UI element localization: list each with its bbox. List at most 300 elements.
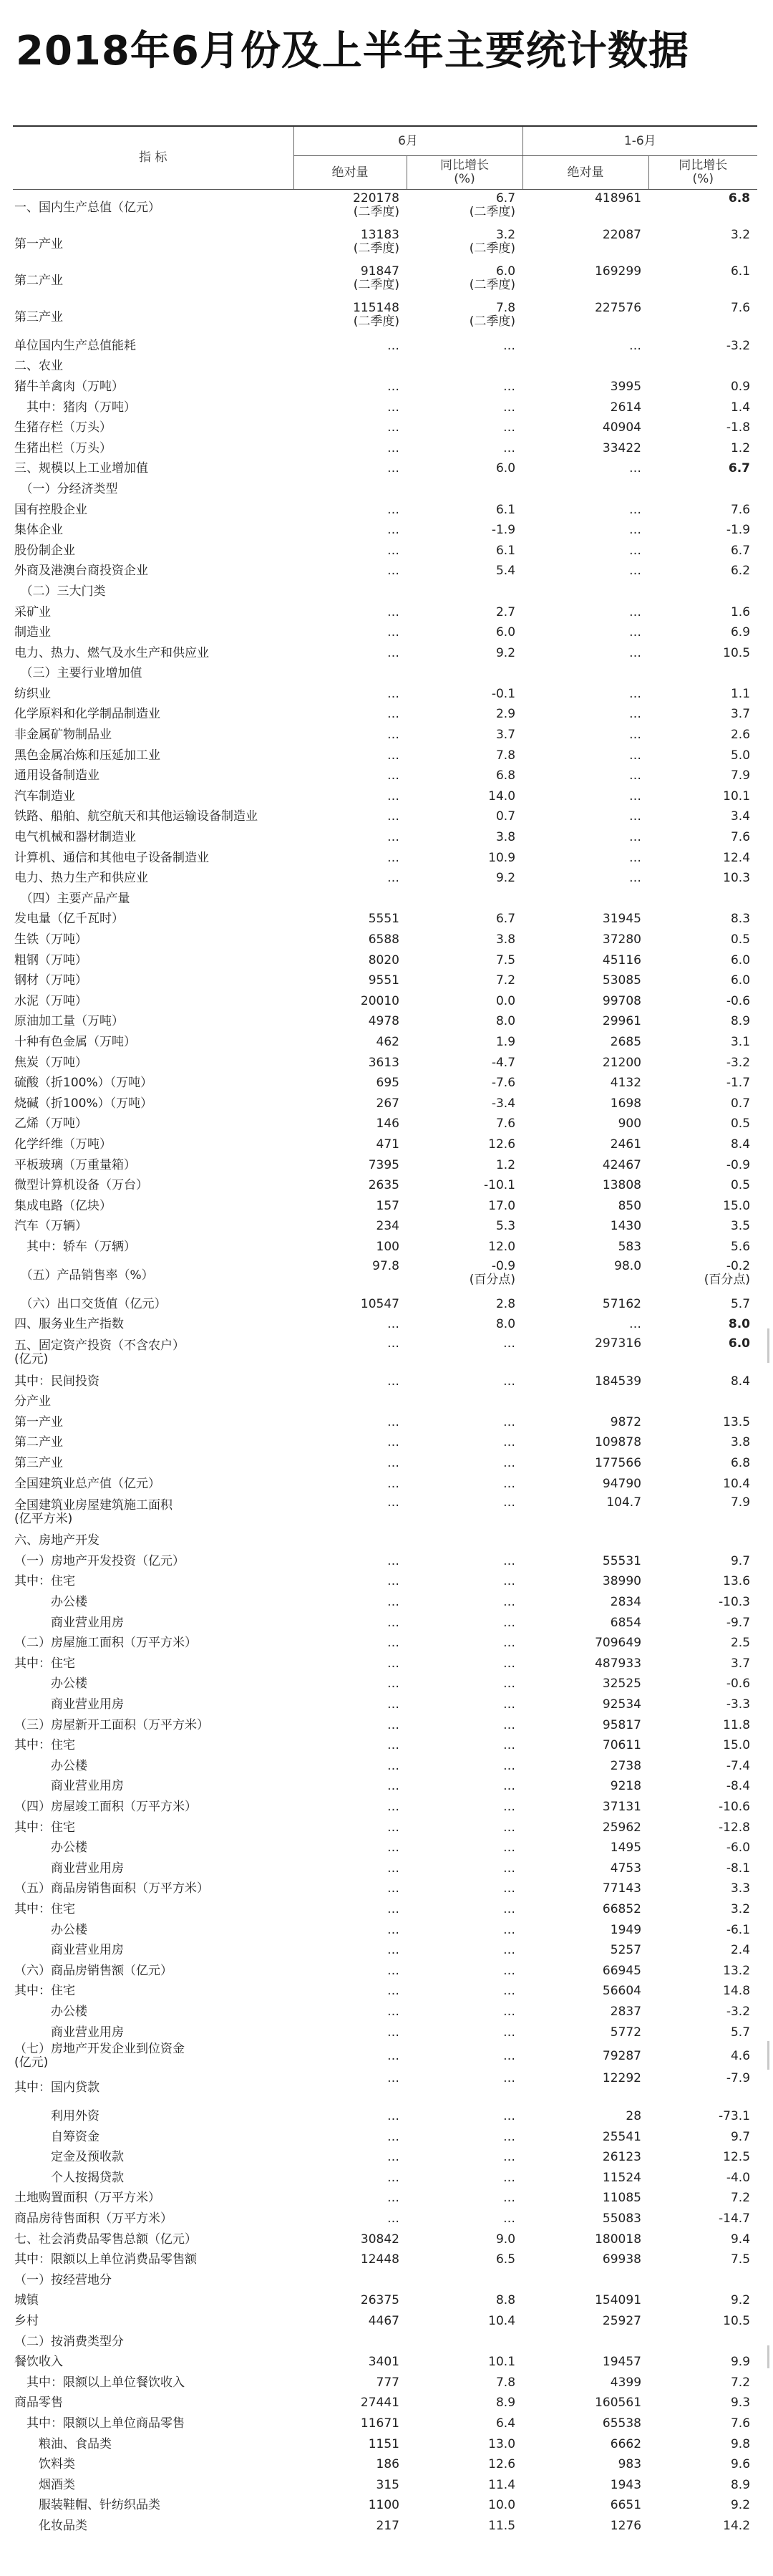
h1-yoy-cell: 3.1 <box>730 1034 751 1049</box>
h1-abs-cell: 70611 <box>602 1738 642 1753</box>
june-yoy-cell: 6.0 <box>495 625 516 640</box>
row-label: 电力、热力、燃气及水生产和供应业 <box>14 645 209 660</box>
june-yoy-cell: 8.0 <box>495 1317 516 1332</box>
june-yoy-cell: … <box>503 1553 516 1568</box>
row-label: （六）商品房销售额（亿元） <box>14 1963 172 1978</box>
june-yoy-cell: 2.9 <box>495 707 516 722</box>
june-yoy-cell <box>407 582 522 602</box>
header-abs-june: 绝对量 <box>293 156 407 190</box>
june-abs-cell: 27441 <box>360 2396 399 2411</box>
june-abs-cell <box>293 357 407 377</box>
table-row <box>13 2434 757 2455</box>
table-row <box>13 705 757 725</box>
header-h1: 1-6月 <box>522 126 757 156</box>
row-label: 生猪出栏（万头） <box>14 440 112 455</box>
row-label: （七）房地产开发企业到位资金 (亿元) <box>14 2042 185 2070</box>
row-label: 硫酸（折100%）（万吨） <box>14 1076 153 1091</box>
h1-abs-cell: 5772 <box>610 2025 642 2040</box>
june-yoy-cell: … <box>503 1336 516 1351</box>
june-abs-cell: 11671 <box>360 2416 399 2431</box>
table-row <box>13 1961 757 1982</box>
h1-yoy-cell: 6.0 <box>728 1336 751 1351</box>
table-row <box>13 602 757 623</box>
h1-yoy-cell: 1.4 <box>730 400 751 415</box>
h1-abs-cell: 177566 <box>595 1456 642 1471</box>
h1-abs-cell: 709649 <box>595 1636 642 1651</box>
table-row <box>13 950 757 971</box>
h1-abs-cell <box>522 1530 648 1551</box>
h1-yoy-cell: -3.3 <box>726 1697 751 1712</box>
june-yoy-cell <box>407 889 522 910</box>
june-abs-cell: … <box>387 502 399 517</box>
row-label: （二）按消费类型分 <box>14 2334 124 2349</box>
h1-yoy-cell: 8.4 <box>730 1374 751 1389</box>
june-abs-cell: … <box>387 1456 399 1471</box>
h1-yoy-cell: 10.4 <box>723 1476 751 1491</box>
h1-yoy-cell: 5.0 <box>730 748 751 763</box>
h1-abs-cell: … <box>629 523 642 538</box>
h1-yoy-cell: -3.2 <box>726 338 751 353</box>
june-abs-cell: … <box>387 543 399 558</box>
june-abs-cell: … <box>387 1984 399 1999</box>
june-abs-cell: … <box>387 809 399 824</box>
june-yoy-cell: 8.9 <box>495 2396 516 2411</box>
table-row <box>13 1818 757 1838</box>
table-row <box>13 1797 757 1818</box>
june-yoy-cell: … <box>503 420 516 435</box>
june-abs-cell: 6588 <box>368 932 399 947</box>
row-label: 集成电路（亿块） <box>14 1198 112 1213</box>
june-yoy-cell: … <box>503 1943 516 1958</box>
table-row <box>13 263 757 299</box>
june-yoy-cell <box>407 664 522 685</box>
table-row <box>13 1654 757 1674</box>
row-label: （五）商品房销售面积（万平方米） <box>14 1881 209 1896</box>
h1-yoy-cell: 0.5 <box>730 1178 751 1193</box>
june-abs-cell: … <box>387 2025 399 2040</box>
h1-abs-cell: 1698 <box>610 1096 642 1111</box>
header-june: 6月 <box>293 126 522 156</box>
h1-abs-cell: 79287 <box>602 2048 642 2063</box>
table-row <box>13 226 757 263</box>
table-row <box>13 1940 757 1961</box>
h1-abs-cell: … <box>629 1317 642 1332</box>
h1-yoy-cell <box>648 2270 757 2291</box>
row-label: 采矿业 <box>14 604 51 619</box>
h1-abs-cell: 2461 <box>610 1137 642 1152</box>
table-row <box>13 1155 757 1176</box>
h1-abs-cell: 184539 <box>595 1374 642 1389</box>
row-label: （四）主要产品产量 <box>14 891 130 906</box>
h1-yoy-cell: 9.2 <box>730 2293 751 2308</box>
row-label: 电气机械和器材制造业 <box>14 830 136 845</box>
row-label: 其中：限额以上单位餐饮收入 <box>14 2375 185 2390</box>
h1-abs-cell: … <box>629 543 642 558</box>
h1-abs-cell: 11524 <box>602 2170 642 2185</box>
june-abs-cell: … <box>387 788 399 804</box>
h1-yoy-cell: 7.5 <box>730 2252 751 2267</box>
june-abs-cell: … <box>387 1943 399 1958</box>
h1-yoy-cell: 7.6 <box>730 830 751 845</box>
table-row <box>13 643 757 664</box>
table-row <box>13 664 757 685</box>
table-row <box>13 1453 757 1474</box>
table-row <box>13 1217 757 1238</box>
june-abs-cell <box>293 479 407 500</box>
june-abs-cell: … <box>387 1881 399 1896</box>
h1-abs-cell: 21200 <box>602 1055 642 1070</box>
table-row <box>13 479 757 500</box>
row-label: 四、服务业生产指数 <box>14 1317 124 1332</box>
row-label: （一）分经济类型 <box>14 481 118 496</box>
table-row <box>13 848 757 869</box>
h1-yoy-cell: 3.2 <box>730 1901 751 1916</box>
june-yoy-cell: … <box>503 2150 516 2165</box>
h1-abs-cell: 42467 <box>602 1157 642 1172</box>
h1-abs-cell: 55531 <box>602 1553 642 1568</box>
june-yoy-cell: 7.6 <box>495 1116 516 1132</box>
h1-abs-cell: 297316 <box>595 1336 642 1351</box>
h1-abs-cell: 583 <box>618 1239 642 1254</box>
h1-yoy-cell: 7.2 <box>730 2375 751 2390</box>
june-abs-cell: 3401 <box>368 2355 399 2370</box>
june-abs-cell: … <box>387 830 399 845</box>
header-yoy-june-l2: (%) <box>454 172 475 186</box>
june-yoy-cell <box>407 1392 522 1413</box>
june-yoy-cell: … <box>503 1435 516 1450</box>
table-row <box>13 2373 757 2393</box>
june-abs-cell: 234 <box>376 1219 399 1234</box>
h1-yoy-cell: 14.8 <box>723 1984 751 1999</box>
june-yoy-cell: 5.4 <box>495 564 516 579</box>
row-label: 全国建筑业房屋建筑施工面积 (亿平方米) <box>14 1497 172 1526</box>
h1-abs-cell: 180018 <box>595 2232 642 2247</box>
h1-yoy-cell: 9.2 <box>730 2498 751 2513</box>
june-abs-cell: 97.8 <box>372 1258 399 1273</box>
row-label: 发电量（亿千瓦时） <box>14 912 124 927</box>
june-yoy-cell: 6.7 <box>495 912 516 927</box>
h1-abs-cell: 55083 <box>602 2211 642 2227</box>
h1-abs-cell: … <box>629 502 642 517</box>
h1-yoy-cell: -9.7 <box>726 1615 751 1630</box>
h1-abs-cell: 32525 <box>602 1677 642 1692</box>
june-yoy-cell: 3.7 <box>495 728 516 743</box>
h1-abs-cell: 38990 <box>602 1574 642 1589</box>
h1-yoy-cell: 9.4 <box>730 2232 751 2247</box>
h1-yoy-cell: 2.6 <box>730 728 751 743</box>
h1-abs-cell: 2834 <box>610 1595 642 1610</box>
h1-abs-cell: 13808 <box>602 1178 642 1193</box>
h1-abs-cell: 4753 <box>610 1861 642 1876</box>
june-yoy-cell: … <box>503 1799 516 1814</box>
table-row <box>13 1572 757 1593</box>
h1-yoy-cell: 10.1 <box>723 788 751 804</box>
row-label: 外商及港澳台商投资企业 <box>14 564 148 579</box>
row-label: 第一产业 <box>14 237 63 251</box>
header-yoy-h1 <box>648 156 757 190</box>
h1-abs-cell: 26123 <box>602 2150 642 2165</box>
h1-yoy-cell: 6.8 <box>730 1456 751 1471</box>
table-row <box>13 2168 757 2189</box>
row-label: 乡村 <box>14 2314 39 2329</box>
h1-abs-cell: … <box>629 338 642 353</box>
table-row <box>13 438 757 459</box>
table-row <box>13 418 757 438</box>
h1-yoy-cell: 5.7 <box>730 2025 751 2040</box>
h1-abs-cell: … <box>629 728 642 743</box>
june-abs-cell: … <box>387 1553 399 1568</box>
row-label: 其中：猪肉（万吨） <box>14 400 136 415</box>
row-label: 商业营业用房 <box>14 1697 124 1712</box>
row-label: 其中：住宅 <box>14 1820 75 1835</box>
table-row <box>13 746 757 766</box>
june-abs-cell: … <box>387 1799 399 1814</box>
june-yoy-cell: … <box>503 2191 516 2206</box>
h1-yoy-cell: 1.1 <box>730 686 751 701</box>
h1-yoy-cell: 0.5 <box>730 932 751 947</box>
h1-yoy-cell: 6.1 <box>730 264 751 279</box>
table-row <box>13 1335 757 1371</box>
h1-abs-cell: … <box>629 768 642 783</box>
june-yoy-cell: -0.1 <box>491 686 516 701</box>
table-row <box>13 910 757 930</box>
june-yoy-cell: 3.8 <box>495 932 516 947</box>
june-abs-cell <box>293 1530 407 1551</box>
header-yoy-june <box>407 156 522 190</box>
june-abs-cell: … <box>387 748 399 763</box>
h1-yoy-cell: -12.8 <box>719 1820 751 1835</box>
row-label: 办公楼 <box>14 1677 87 1692</box>
june-abs-cell: … <box>387 2211 399 2227</box>
h1-abs-cell: 1943 <box>610 2477 642 2492</box>
row-label: 平板玻璃（万重量箱） <box>14 1157 136 1172</box>
h1-abs-cell: 6662 <box>610 2436 642 2451</box>
table-row <box>13 868 757 889</box>
june-abs-cell: 7395 <box>368 1157 399 1172</box>
june-abs-cell: 20010 <box>360 993 399 1008</box>
table-row <box>13 889 757 910</box>
table-row <box>13 1032 757 1053</box>
h1-abs-cell: 4399 <box>610 2375 642 2390</box>
june-yoy-cell: 10.1 <box>488 2355 516 2370</box>
h1-abs-cell: 1495 <box>610 1841 642 1856</box>
table-row <box>13 1530 757 1551</box>
h1-abs-cell: … <box>629 830 642 845</box>
h1-yoy-cell: 3.4 <box>730 809 751 824</box>
h1-abs-cell: 2837 <box>610 2004 642 2019</box>
h1-yoy-cell: 4.6 <box>730 2048 751 2063</box>
row-label: 土地购置面积（万平方米） <box>14 2191 160 2206</box>
june-abs-cell: … <box>387 1636 399 1651</box>
h1-abs-cell: … <box>629 850 642 865</box>
h1-yoy-cell <box>648 479 757 500</box>
june-yoy-cell: 12.6 <box>488 2457 516 2472</box>
h1-yoy-cell: 5.6 <box>730 1239 751 1254</box>
june-yoy-cell: 6.4 <box>495 2416 516 2431</box>
june-yoy-cell: … <box>503 2071 516 2086</box>
row-label: 商业营业用房 <box>14 1943 124 1958</box>
h1-abs-cell: 4132 <box>610 1076 642 1091</box>
h1-yoy-cell: 5.7 <box>730 1296 751 1311</box>
h1-abs-cell: … <box>629 707 642 722</box>
table-row <box>13 2332 757 2353</box>
h1-abs-cell: 983 <box>618 2457 642 2472</box>
table-row <box>13 930 757 950</box>
row-label: 七、社会消费品零售总额（亿元） <box>14 2232 197 2247</box>
h1-abs-cell: 65538 <box>602 2416 642 2431</box>
h1-abs-cell: 2738 <box>610 1758 642 1773</box>
table-row <box>13 1494 757 1530</box>
june-yoy-cell: … <box>503 1574 516 1589</box>
h1-abs-cell: 6651 <box>610 2498 642 2513</box>
row-label: 第二产业 <box>14 1435 63 1450</box>
table-row <box>13 1094 757 1114</box>
table-row <box>13 520 757 541</box>
h1-abs-cell: 56604 <box>602 1984 642 1999</box>
h1-abs-cell <box>522 889 648 910</box>
june-abs-cell <box>293 2270 407 2291</box>
june-yoy-cell: … <box>503 1758 516 1773</box>
h1-yoy-cell: 9.7 <box>730 1553 751 1568</box>
june-yoy-cell: 2.7 <box>495 604 516 619</box>
june-yoy-cell: 6.1 <box>495 502 516 517</box>
h1-abs-cell: 22087 <box>602 228 642 242</box>
h1-abs-cell: 92534 <box>602 1697 642 1712</box>
h1-yoy-cell: -0.2 (百分点) <box>704 1258 751 1287</box>
june-yoy-cell: 6.1 <box>495 543 516 558</box>
h1-yoy-cell: 6.7 <box>730 543 751 558</box>
h1-yoy-cell: 6.8 <box>728 191 751 206</box>
row-label: （三）房屋新开工面积（万平方米） <box>14 1717 209 1732</box>
june-abs-cell: … <box>387 1615 399 1630</box>
june-yoy-cell: … <box>503 1374 516 1389</box>
h1-yoy-cell: -0.9 <box>726 1157 751 1172</box>
h1-abs-cell: 1430 <box>610 1219 642 1234</box>
june-yoy-cell: … <box>503 1779 516 1794</box>
table-row <box>13 1613 757 1634</box>
table-row <box>13 1633 757 1654</box>
june-abs-cell: 267 <box>376 1096 399 1111</box>
h1-yoy-cell: 9.7 <box>730 2129 751 2144</box>
june-abs-cell: … <box>387 1476 399 1491</box>
june-abs-cell <box>293 889 407 910</box>
h1-yoy-cell: 7.6 <box>730 2416 751 2431</box>
table-row <box>13 1114 757 1135</box>
row-label: 十种有色金属（万吨） <box>14 1034 136 1049</box>
june-abs-cell: … <box>387 1861 399 1876</box>
h1-abs-cell: 95817 <box>602 1717 642 1732</box>
h1-yoy-cell: -8.4 <box>726 1779 751 1794</box>
june-yoy-cell: -4.7 <box>491 1055 516 1070</box>
row-label: （一）按经营地分 <box>14 2272 112 2287</box>
june-yoy-cell: … <box>503 1820 516 1835</box>
table-row <box>13 190 757 227</box>
table-row <box>13 622 757 643</box>
row-label: 其中：住宅 <box>14 1574 75 1589</box>
june-abs-cell: 462 <box>376 1034 399 1049</box>
june-abs-cell: … <box>387 2109 399 2124</box>
june-abs-cell: 30842 <box>360 2232 399 2247</box>
h1-yoy-cell: 7.2 <box>730 2191 751 2206</box>
june-yoy-cell: 14.0 <box>488 788 516 804</box>
table-row <box>13 1053 757 1074</box>
june-yoy-cell: -10.1 <box>484 1178 516 1193</box>
page-title: 2018年6月份及上半年主要统计数据 <box>16 28 689 74</box>
june-abs-cell: … <box>387 645 399 660</box>
table-row <box>13 1392 757 1413</box>
h1-abs-cell: 109878 <box>595 1435 642 1450</box>
row-label: 服装鞋帽、针纺织品类 <box>14 2498 160 2513</box>
june-abs-cell: 315 <box>376 2477 399 2492</box>
row-label: 其中：住宅 <box>14 1901 75 1916</box>
row-label: 其中：住宅 <box>14 1738 75 1753</box>
table-row <box>13 1314 757 1335</box>
june-abs-cell: … <box>387 1495 399 1510</box>
june-abs-cell: … <box>387 850 399 865</box>
table-row <box>13 1674 757 1695</box>
june-yoy-cell: … <box>503 1881 516 1896</box>
h1-abs-cell: 6854 <box>610 1615 642 1630</box>
h1-abs-cell: … <box>629 788 642 804</box>
h1-yoy-cell: 6.2 <box>730 564 751 579</box>
h1-yoy-cell: 6.9 <box>730 625 751 640</box>
june-yoy-cell <box>407 2270 522 2291</box>
h1-yoy-cell: -7.4 <box>726 1758 751 1773</box>
june-abs-cell: … <box>387 1841 399 1856</box>
june-abs-cell: 217 <box>376 2518 399 2533</box>
header-yoy-h1-l2: (%) <box>692 172 714 186</box>
june-abs-cell: … <box>387 1374 399 1389</box>
h1-yoy-cell: 10.5 <box>723 2314 751 2329</box>
h1-yoy-cell <box>648 1392 757 1413</box>
june-yoy-cell: 12.6 <box>488 1137 516 1152</box>
june-yoy-cell: … <box>503 1738 516 1753</box>
table-row <box>13 1175 757 1196</box>
june-abs-cell: … <box>387 1317 399 1332</box>
right-margin-mark <box>767 2041 769 2070</box>
june-yoy-cell: -0.9 (百分点) <box>469 1258 516 1287</box>
june-abs-cell: … <box>387 461 399 476</box>
june-yoy-cell: 7.2 <box>495 973 516 988</box>
june-yoy-cell: 8.0 <box>495 1014 516 1029</box>
june-abs-cell: 777 <box>376 2375 399 2390</box>
h1-yoy-cell: -6.1 <box>726 1922 751 1937</box>
row-label: 制造业 <box>14 625 51 640</box>
table-row <box>13 2209 757 2229</box>
june-yoy-cell: … <box>503 1656 516 1671</box>
h1-yoy-cell: 11.8 <box>723 1717 751 1732</box>
table-body <box>13 190 757 2537</box>
table-row <box>13 1371 757 1392</box>
row-label: 国有控股企业 <box>14 502 87 517</box>
row-label: 商品零售 <box>14 2396 63 2411</box>
row-label: 钢材（万吨） <box>14 973 87 988</box>
row-label: 水泥（万吨） <box>14 993 87 1008</box>
june-abs-cell: 146 <box>376 1116 399 1132</box>
h1-yoy-cell: 3.8 <box>730 1435 751 1450</box>
june-yoy-cell: … <box>503 2048 516 2063</box>
row-label: 非金属矿物制品业 <box>14 728 112 743</box>
june-yoy-cell: 9.0 <box>495 2232 516 2247</box>
june-abs-cell: … <box>387 338 399 353</box>
h1-yoy-cell: 7.6 <box>730 301 751 315</box>
row-label: 烟酒类 <box>14 2477 75 2492</box>
h1-yoy-cell: 12.4 <box>723 850 751 865</box>
h1-yoy-cell: 0.7 <box>730 1096 751 1111</box>
june-abs-cell: … <box>387 400 399 415</box>
row-label: （三）主要行业增加值 <box>14 666 142 681</box>
june-abs-cell: … <box>387 2191 399 2206</box>
